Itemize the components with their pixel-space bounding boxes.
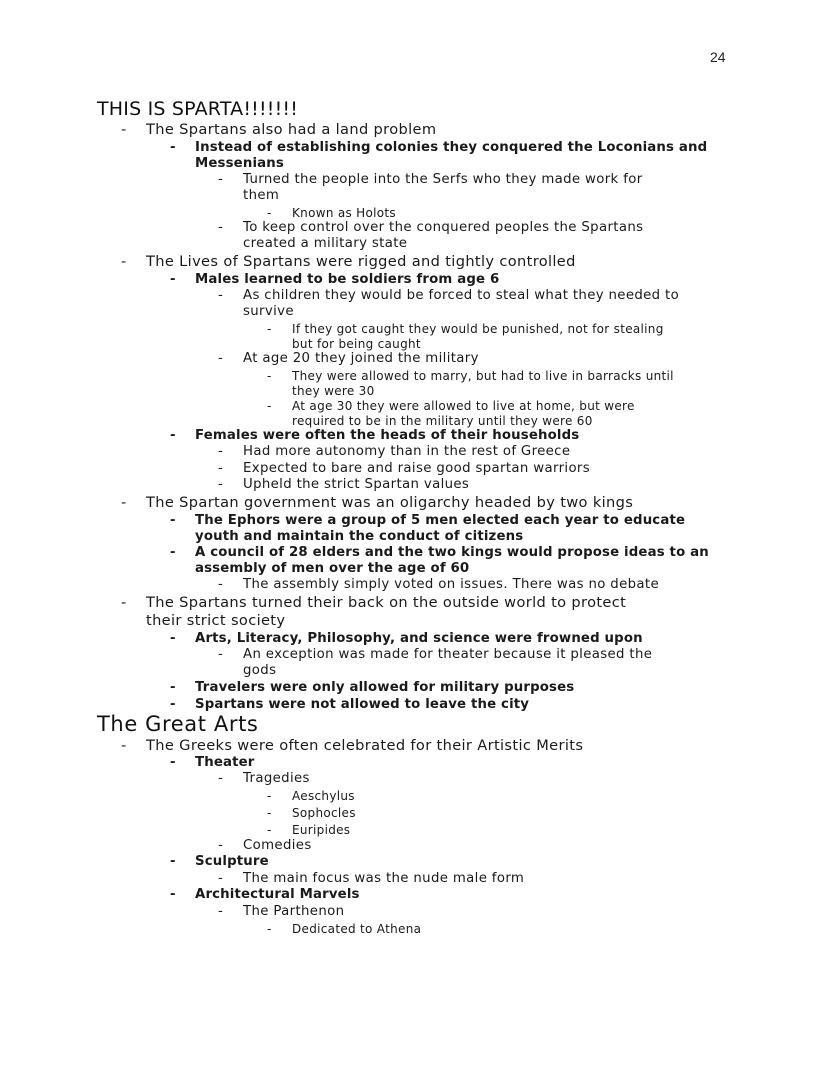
page-number: 24 [710, 49, 726, 65]
section-heading-arts: The Great Arts [97, 712, 259, 736]
section-heading-sparta: THIS IS SPARTA!!!!!!! [97, 98, 299, 120]
